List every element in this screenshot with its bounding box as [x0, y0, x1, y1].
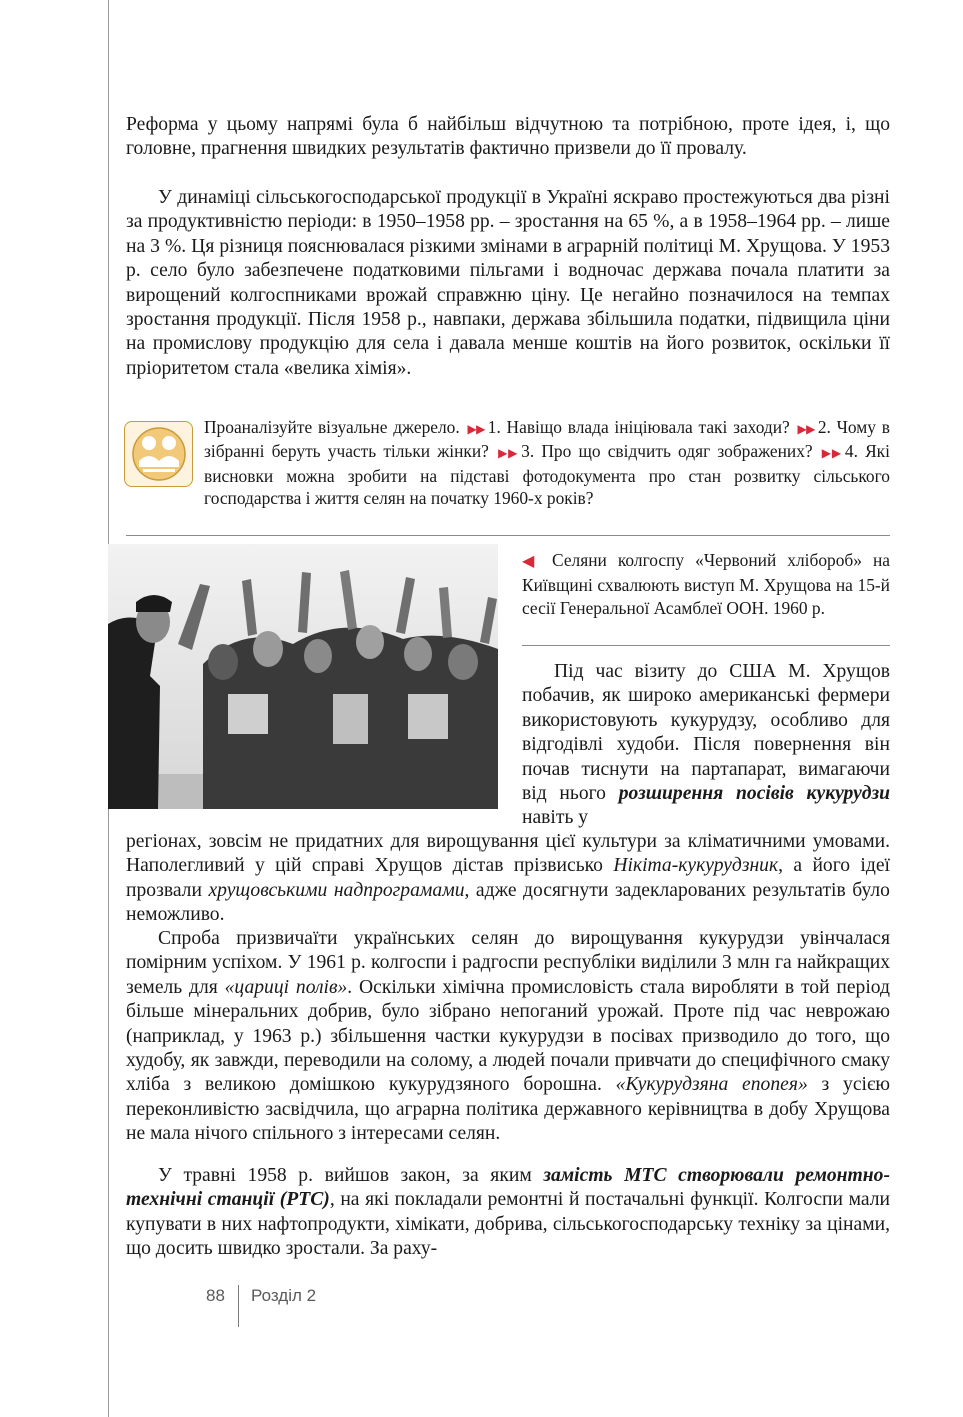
task-question-4: 4. Які висновки можна зробити на підставі фотодокумента про стан розвитку сільського господарства і життя селян на початку 1960-х років?	[204, 441, 890, 509]
p3-bold: розширення посівів кукурудзи	[618, 783, 890, 805]
paragraph-3-right	[522, 660, 890, 831]
p4-part2: . Оскільки хімічна промисловість стала виробляти в той період більше мінеральних добрив, було зібрано непоганий урожай. Проте під час неврожаю (наприклад, у 1963 р.) збільшення частки кукурудзи в посівах призводило до того, що худобу, як завжди, переводили на солому, а людей почали привчати до специфічного смаку хліба з великою домішкою кукурудзяного борошна.	[126, 976, 890, 1096]
footer-separator	[238, 1285, 239, 1327]
p3-ital2: хрущовськими надпрограмами	[208, 879, 465, 901]
paragraph-2: У динаміці сільськогосподарської продукції в Україні яскраво простежуються два різні за продуктивністю періоди: в 1950–1958 рр. – зростання на 65 %, а в 1958–1964 рр. – лише на 3 %. Ця різниця пояснювалася різкими змінами в аграрній політиці М. Хрущова. У 1953 р. село було забезпечене податковими пільгами і водночас держава почала платити за вирощений колгоспниками врожай справжню ціну. Це негайно позначилося на темпах зростання продукції. Після 1958 р., навпаки, держава збільшила податки, підвищила ціни на промислову продукцію для села і давала менше коштів на його розвиток, оскільки її пріоритетом стала «велика хімія».	[126, 187, 890, 379]
p3-cont1: регіонах, зовсім не придатних для вирощування цієї культури за кліматичними умовами. Наполегливий у цій справі Хрущов дістав прізвисько	[126, 831, 890, 877]
page-number: 88	[206, 1286, 225, 1305]
paragraph-1: Реформа у цьому напрямі була б найбільш відчутною та потрібною, проте ідея, і, що головне, прагнення швидких результатів фактично призвели до її провалу.	[126, 114, 890, 160]
p3-cont3: , адже досягнути задекларованих результатів було неможливо.	[126, 879, 890, 926]
p4-ital1: «цариці полів»	[224, 976, 348, 998]
p5-part1: У травні 1958 р. вийшов закон, за яким	[158, 1165, 544, 1186]
task-divider	[126, 535, 890, 536]
p3-part1: Під час візиту до США М. Хрущов побачив, як широко американські фермери використовують кукурудзу, особливо для відгодівлі худоби. Після повернення він почав тиснути на партапарат, вимагаючи від нього	[522, 661, 890, 805]
caption-text: Селяни колгоспу «Червоний хлібороб» на Київщині схвалюють виступ М. Хрущова на 15-й сесії Генеральної Асамблеї ООН. 1960 р.	[522, 550, 890, 618]
double-arrow-icon: ▶▶	[467, 422, 485, 436]
caption-divider	[522, 645, 890, 646]
task-intro: Проаналізуйте візуальне джерело.	[204, 417, 460, 437]
p3-part2: навіть у	[522, 807, 589, 829]
double-arrow-icon: ▶▶	[821, 446, 842, 461]
task-question-2: 2. Чому в зібранні беруть участь тільки жінки?	[204, 417, 890, 462]
double-arrow-icon: ▶▶	[498, 446, 519, 461]
task-question-1: 1. Навіщо влада ініціювала такі заходи?	[487, 417, 790, 437]
left-arrow-icon: ◀	[522, 553, 541, 570]
task-question-3: 3. Про що свідчить одяг зображених?	[521, 441, 813, 462]
p3-cont2: , а його ідеї прозвали	[126, 855, 890, 901]
photo-image	[108, 544, 498, 809]
p5-part2: , на які покладали ремонтні й постачальні функції. Колгоспи мали купувати в них нафтопродукти, хімікати, добрива, сільськогосподарську техніку за цінами, що досить швидко зростали. За раху-	[126, 1189, 890, 1260]
p4-part3: з усією переконливістю засвідчила, що аграрна політика державного керівництва в добу Хрущова не мала нічого спільного з інтересами селян.	[126, 1074, 891, 1145]
p3-ital1: Нікіта-кукурудзник	[613, 855, 779, 877]
paragraph-5	[126, 1164, 890, 1262]
paragraph-4	[126, 927, 890, 1147]
photo-caption	[522, 549, 890, 619]
p5-bold: замість МТС створювали ремонтно-технічні станції (РТС)	[126, 1165, 890, 1211]
task-block	[126, 416, 890, 510]
double-arrow-icon: ▶▶	[797, 422, 815, 436]
p4-ital2: «Кукурудзяна епопея»	[615, 1074, 808, 1096]
paragraph-3-continuation	[126, 830, 890, 928]
historical-photo	[108, 544, 498, 809]
p4-part1: Спроба призвичаїти українських селян до вирощування кукурудзи увінчалася помірним успіхом. У 1961 р. колгоспи і радгоспи республіки виділили 3 млн га найкращих земель для	[126, 928, 890, 998]
section-label: Розділ 2	[251, 1286, 317, 1305]
